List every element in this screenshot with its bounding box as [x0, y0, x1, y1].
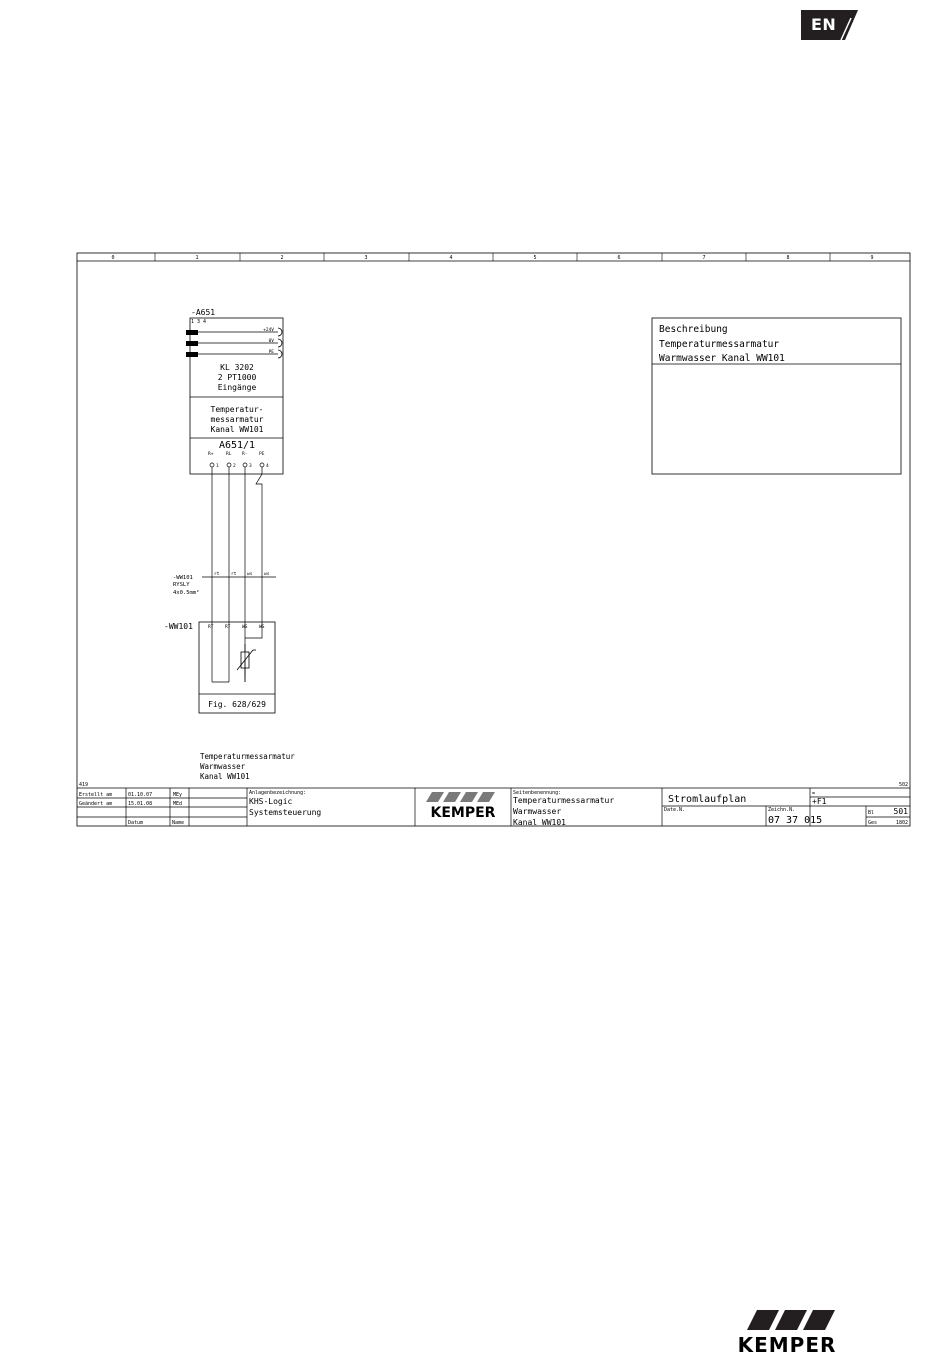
cable-cross-section: 4x0.5mm²: [173, 590, 200, 596]
module-type: 2 PT1000: [217, 373, 257, 382]
module-ref: -A651: [191, 308, 216, 317]
column-label: 7: [702, 255, 706, 261]
cable-ref: -WW101: [173, 575, 193, 581]
module-pins-top: 1 3 4: [191, 319, 207, 325]
location-value: +F1: [812, 797, 827, 806]
terminal-number: 2: [233, 464, 236, 469]
page-ref-prev: 419: [79, 782, 89, 788]
changed-date: 15.01.08: [128, 801, 153, 807]
page-label: Seitenbenennung:: [513, 790, 562, 796]
cable-core: rt: [231, 572, 237, 577]
rail-label: PE: [268, 350, 274, 355]
page-line: Temperaturmessarmatur: [513, 796, 615, 805]
changed-label: Geändert am: [79, 801, 113, 807]
module-desc: Kanal WW101: [210, 425, 264, 434]
cable-core: rt: [214, 572, 220, 577]
terminal-label: R-: [242, 452, 248, 457]
sensor-core-label: WS: [242, 625, 248, 630]
description-line: Warmwasser Kanal WW101: [659, 353, 785, 364]
drawing-no: 07 37 015: [768, 815, 823, 826]
footer-logo-mark: [747, 1310, 835, 1330]
changed-name: MEd: [173, 801, 183, 807]
column-label: 4: [449, 255, 453, 261]
title-block-logo: [426, 792, 495, 802]
cable-core: ws: [264, 572, 270, 577]
rail-label: 0V: [268, 339, 274, 344]
page-line: Kanal WW101: [513, 818, 566, 827]
sensor-core-label: RT: [225, 625, 231, 630]
column-label: 6: [617, 255, 621, 261]
module-tag: A651/1: [218, 440, 256, 451]
sensor-ww101: [164, 622, 275, 713]
description-title: Beschreibung: [659, 324, 728, 335]
name-label: Name: [172, 820, 185, 826]
column-label: 1: [195, 255, 199, 261]
date-no-label: Date.N.: [664, 807, 686, 813]
description-line: Temperaturmessarmatur: [659, 339, 780, 350]
page-ref-next: 502: [898, 782, 908, 788]
module-desc: Temperatur-: [210, 405, 264, 414]
cable-type: RYSLY: [173, 582, 190, 588]
created-name: MEy: [173, 792, 183, 798]
sensor-core-label: RT: [208, 625, 214, 630]
page-line: Warmwasser: [513, 807, 562, 816]
rail-label: +24V: [263, 328, 274, 333]
sheet-label: Bl: [868, 810, 875, 816]
title-block-brand: KEMPER: [430, 805, 496, 821]
caption-line: Temperaturmessarmatur: [200, 752, 295, 761]
column-label: 9: [870, 255, 874, 261]
total-label: Ges: [868, 820, 878, 826]
plant-line: KHS-Logic: [249, 797, 293, 806]
plant-label: Anlagenbezeichnung:: [249, 790, 307, 796]
terminal-label: RL: [226, 452, 232, 457]
caption-line: Kanal WW101: [200, 772, 250, 781]
terminal-number: 3: [249, 464, 252, 469]
cable-core: ws: [247, 572, 253, 577]
column-label: 2: [280, 255, 284, 261]
sensor-core-label: WS: [259, 625, 265, 630]
eq-label: =: [812, 791, 816, 797]
sensor-fig: Fig. 628/629: [208, 700, 266, 709]
column-label: 3: [364, 255, 368, 261]
sheet-value: 501: [893, 807, 908, 816]
caption-line: Warmwasser: [200, 762, 246, 771]
total-value: 1802: [895, 820, 908, 826]
created-date: 01.10.07: [128, 792, 153, 798]
terminal-label: R+: [208, 452, 214, 457]
terminal-number: 1: [216, 464, 219, 469]
terminal-number: 4: [266, 464, 269, 469]
module-type: KL 3202: [220, 363, 254, 372]
footer-brand: KEMPER: [737, 1333, 837, 1357]
sensor-ref: -WW101: [164, 622, 193, 631]
drawing-frame: [77, 253, 910, 826]
module-desc: messarmatur: [210, 415, 264, 424]
drawing-no-label: Zeichn.N.: [768, 807, 796, 813]
description-box: [652, 318, 901, 474]
language-label: EN: [811, 15, 837, 34]
column-label: 5: [533, 255, 537, 261]
terminal-label: PE: [259, 452, 265, 457]
plant-line: Systemsteuerung: [249, 808, 322, 817]
module-a651: [186, 308, 283, 474]
created-label: Erstellt am: [79, 792, 113, 798]
date-label: Datum: [128, 820, 144, 826]
column-label: 0: [111, 255, 115, 261]
doc-type: Stromlaufplan: [668, 794, 747, 805]
column-label: 8: [786, 255, 790, 261]
module-type: Eingänge: [217, 383, 257, 392]
